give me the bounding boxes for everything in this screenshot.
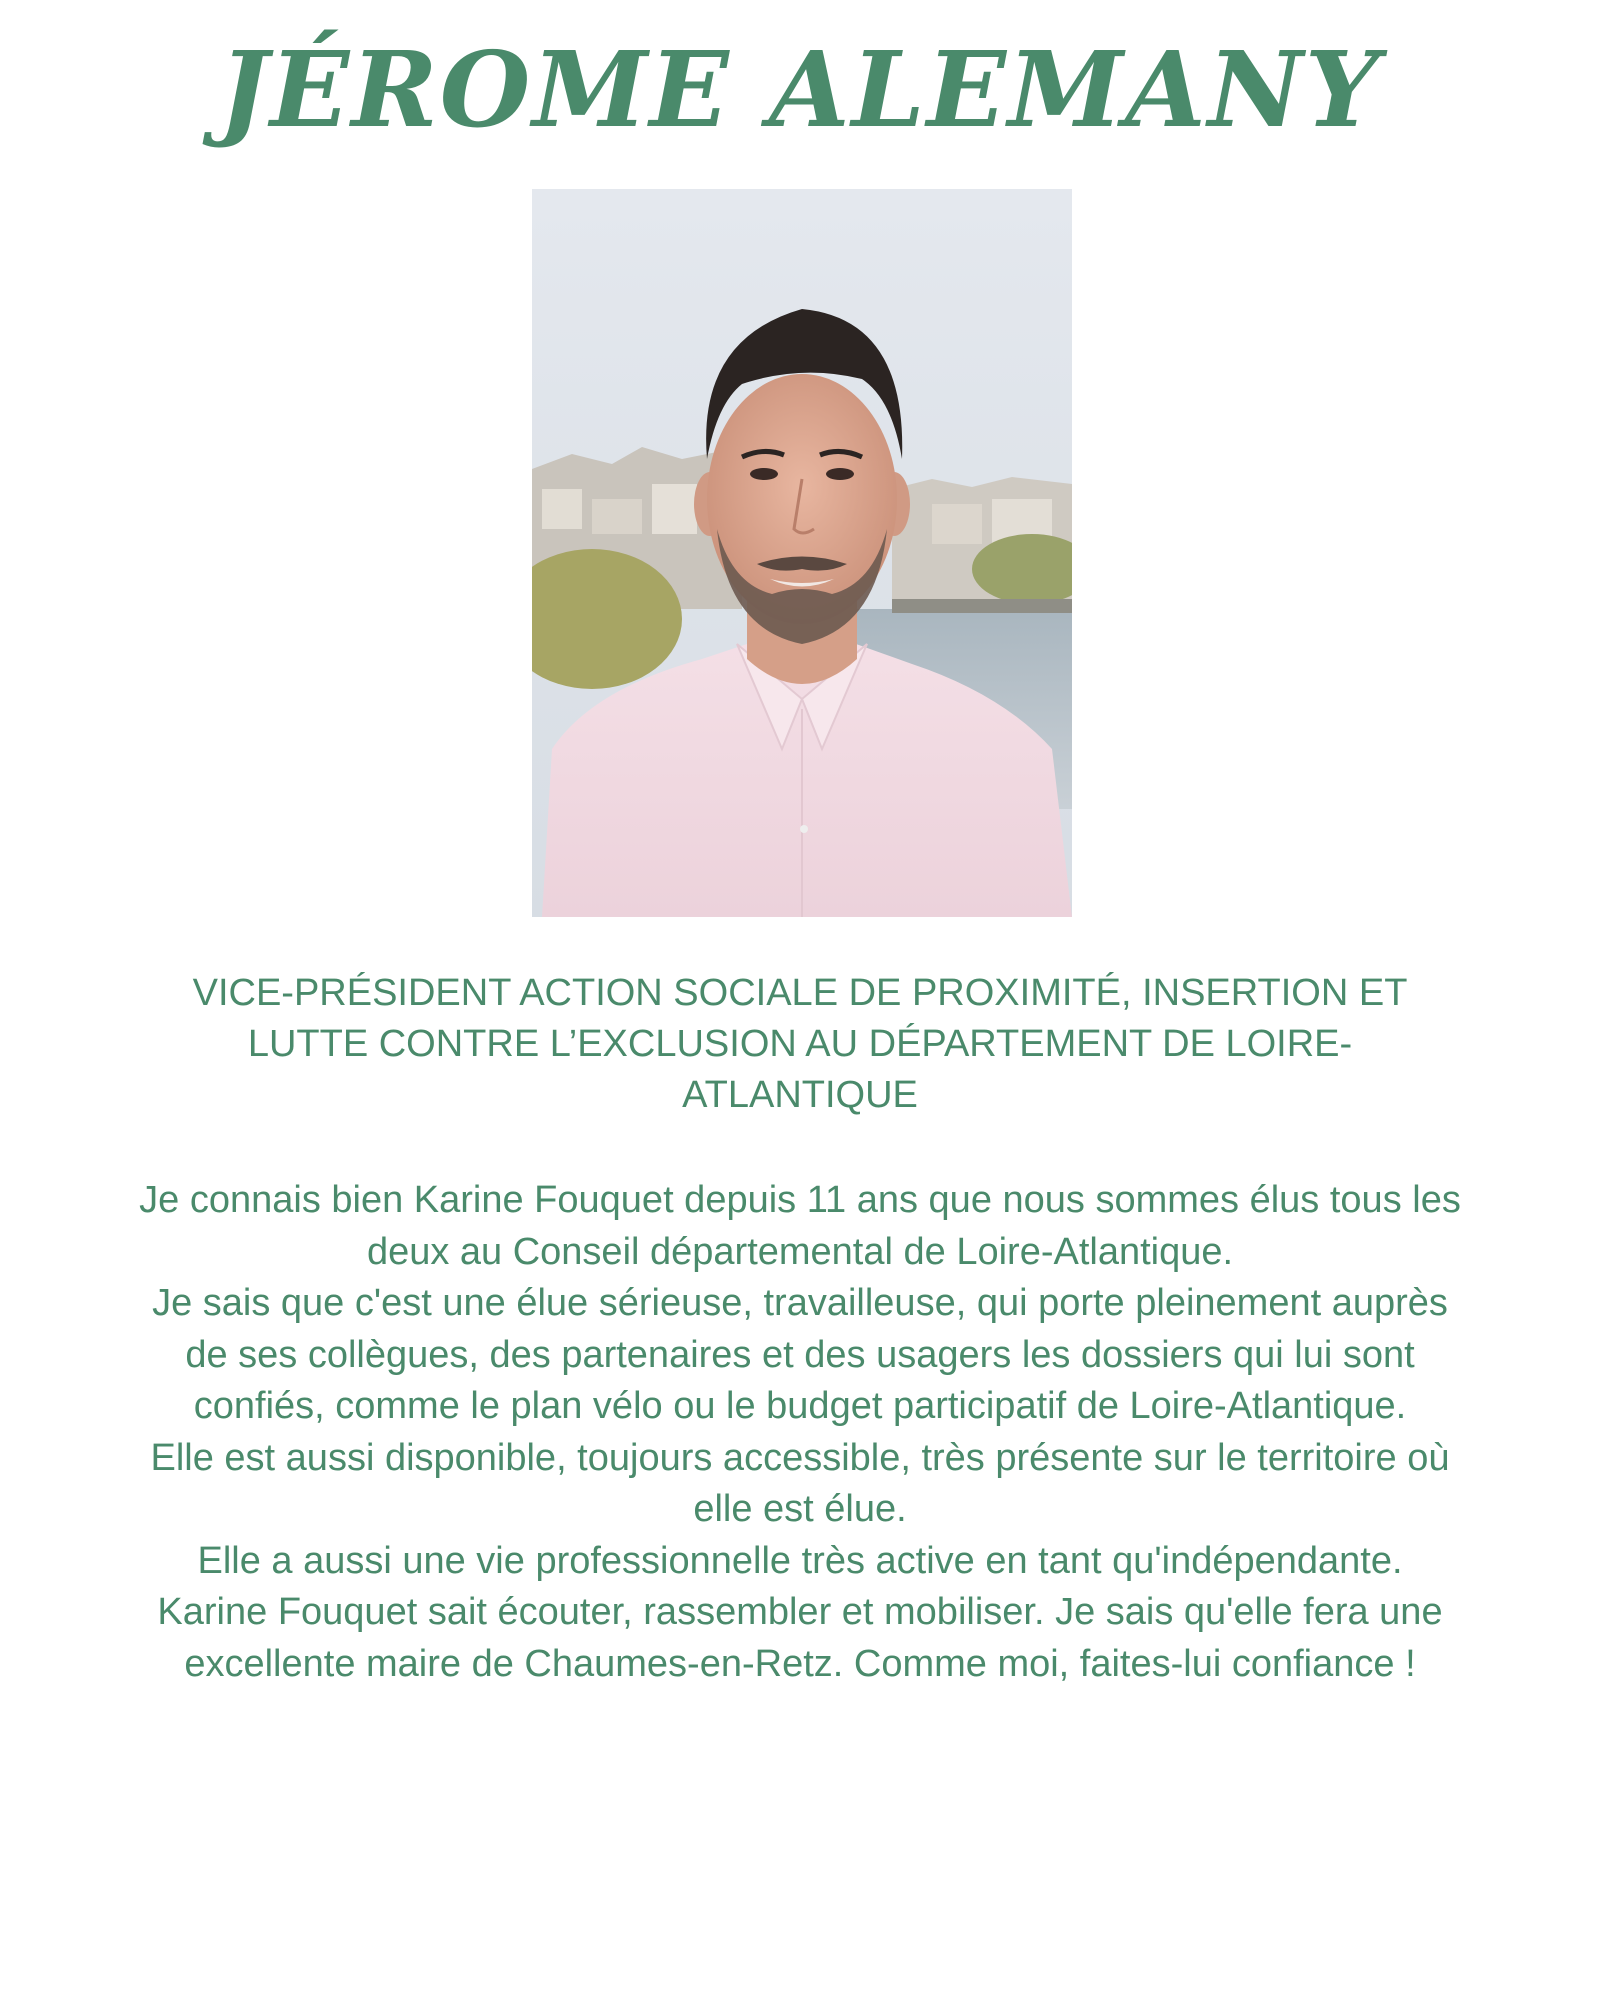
role-line: VICE-PRÉSIDENT ACTION SOCIALE DE PROXIMITÉ, INSERTION ET [192,972,1408,1014]
testimonial-paragraph: Karine Fouquet sait écouter, rassembler et mobiliser. Je sais qu'elle fera une excellente maire de Chaumes-en-Retz. Comme moi, faites-lui confiance ! [157,1591,1443,1685]
role-description [140,968,1460,1121]
testimonial [130,1175,1470,1690]
role-line: ATLANTIQUE [682,1074,918,1116]
testimonial-paragraph: Elle a aussi une vie professionnelle très active en tant qu'indépendante. [197,1539,1403,1582]
testimonial-paragraph: Elle est aussi disponible, toujours accessible, très présente sur le territoire où elle est élue. [150,1436,1450,1530]
testimonial-paragraph: Je sais que c'est une élue sérieuse, travailleuse, qui porte pleinement auprès de ses collègues, des partenaires et des usagers les dossiers qui lui sont confiés, comme le plan vélo ou le budget participatif de Loire-Atlantique. [152,1282,1448,1427]
portrait-illustration [532,189,1072,917]
role-line: LUTTE CONTRE L’EXCLUSION AU DÉPARTEMENT DE LOIRE- [247,1023,1353,1065]
portrait-photo [532,189,1072,917]
testimonial-paragraph: Je connais bien Karine Fouquet depuis 11 ans que nous sommes élus tous les deux au Conseil départemental de Loire-Atlantique. [139,1179,1461,1273]
page-title: JÉROME ALEMANY [218,28,1382,151]
